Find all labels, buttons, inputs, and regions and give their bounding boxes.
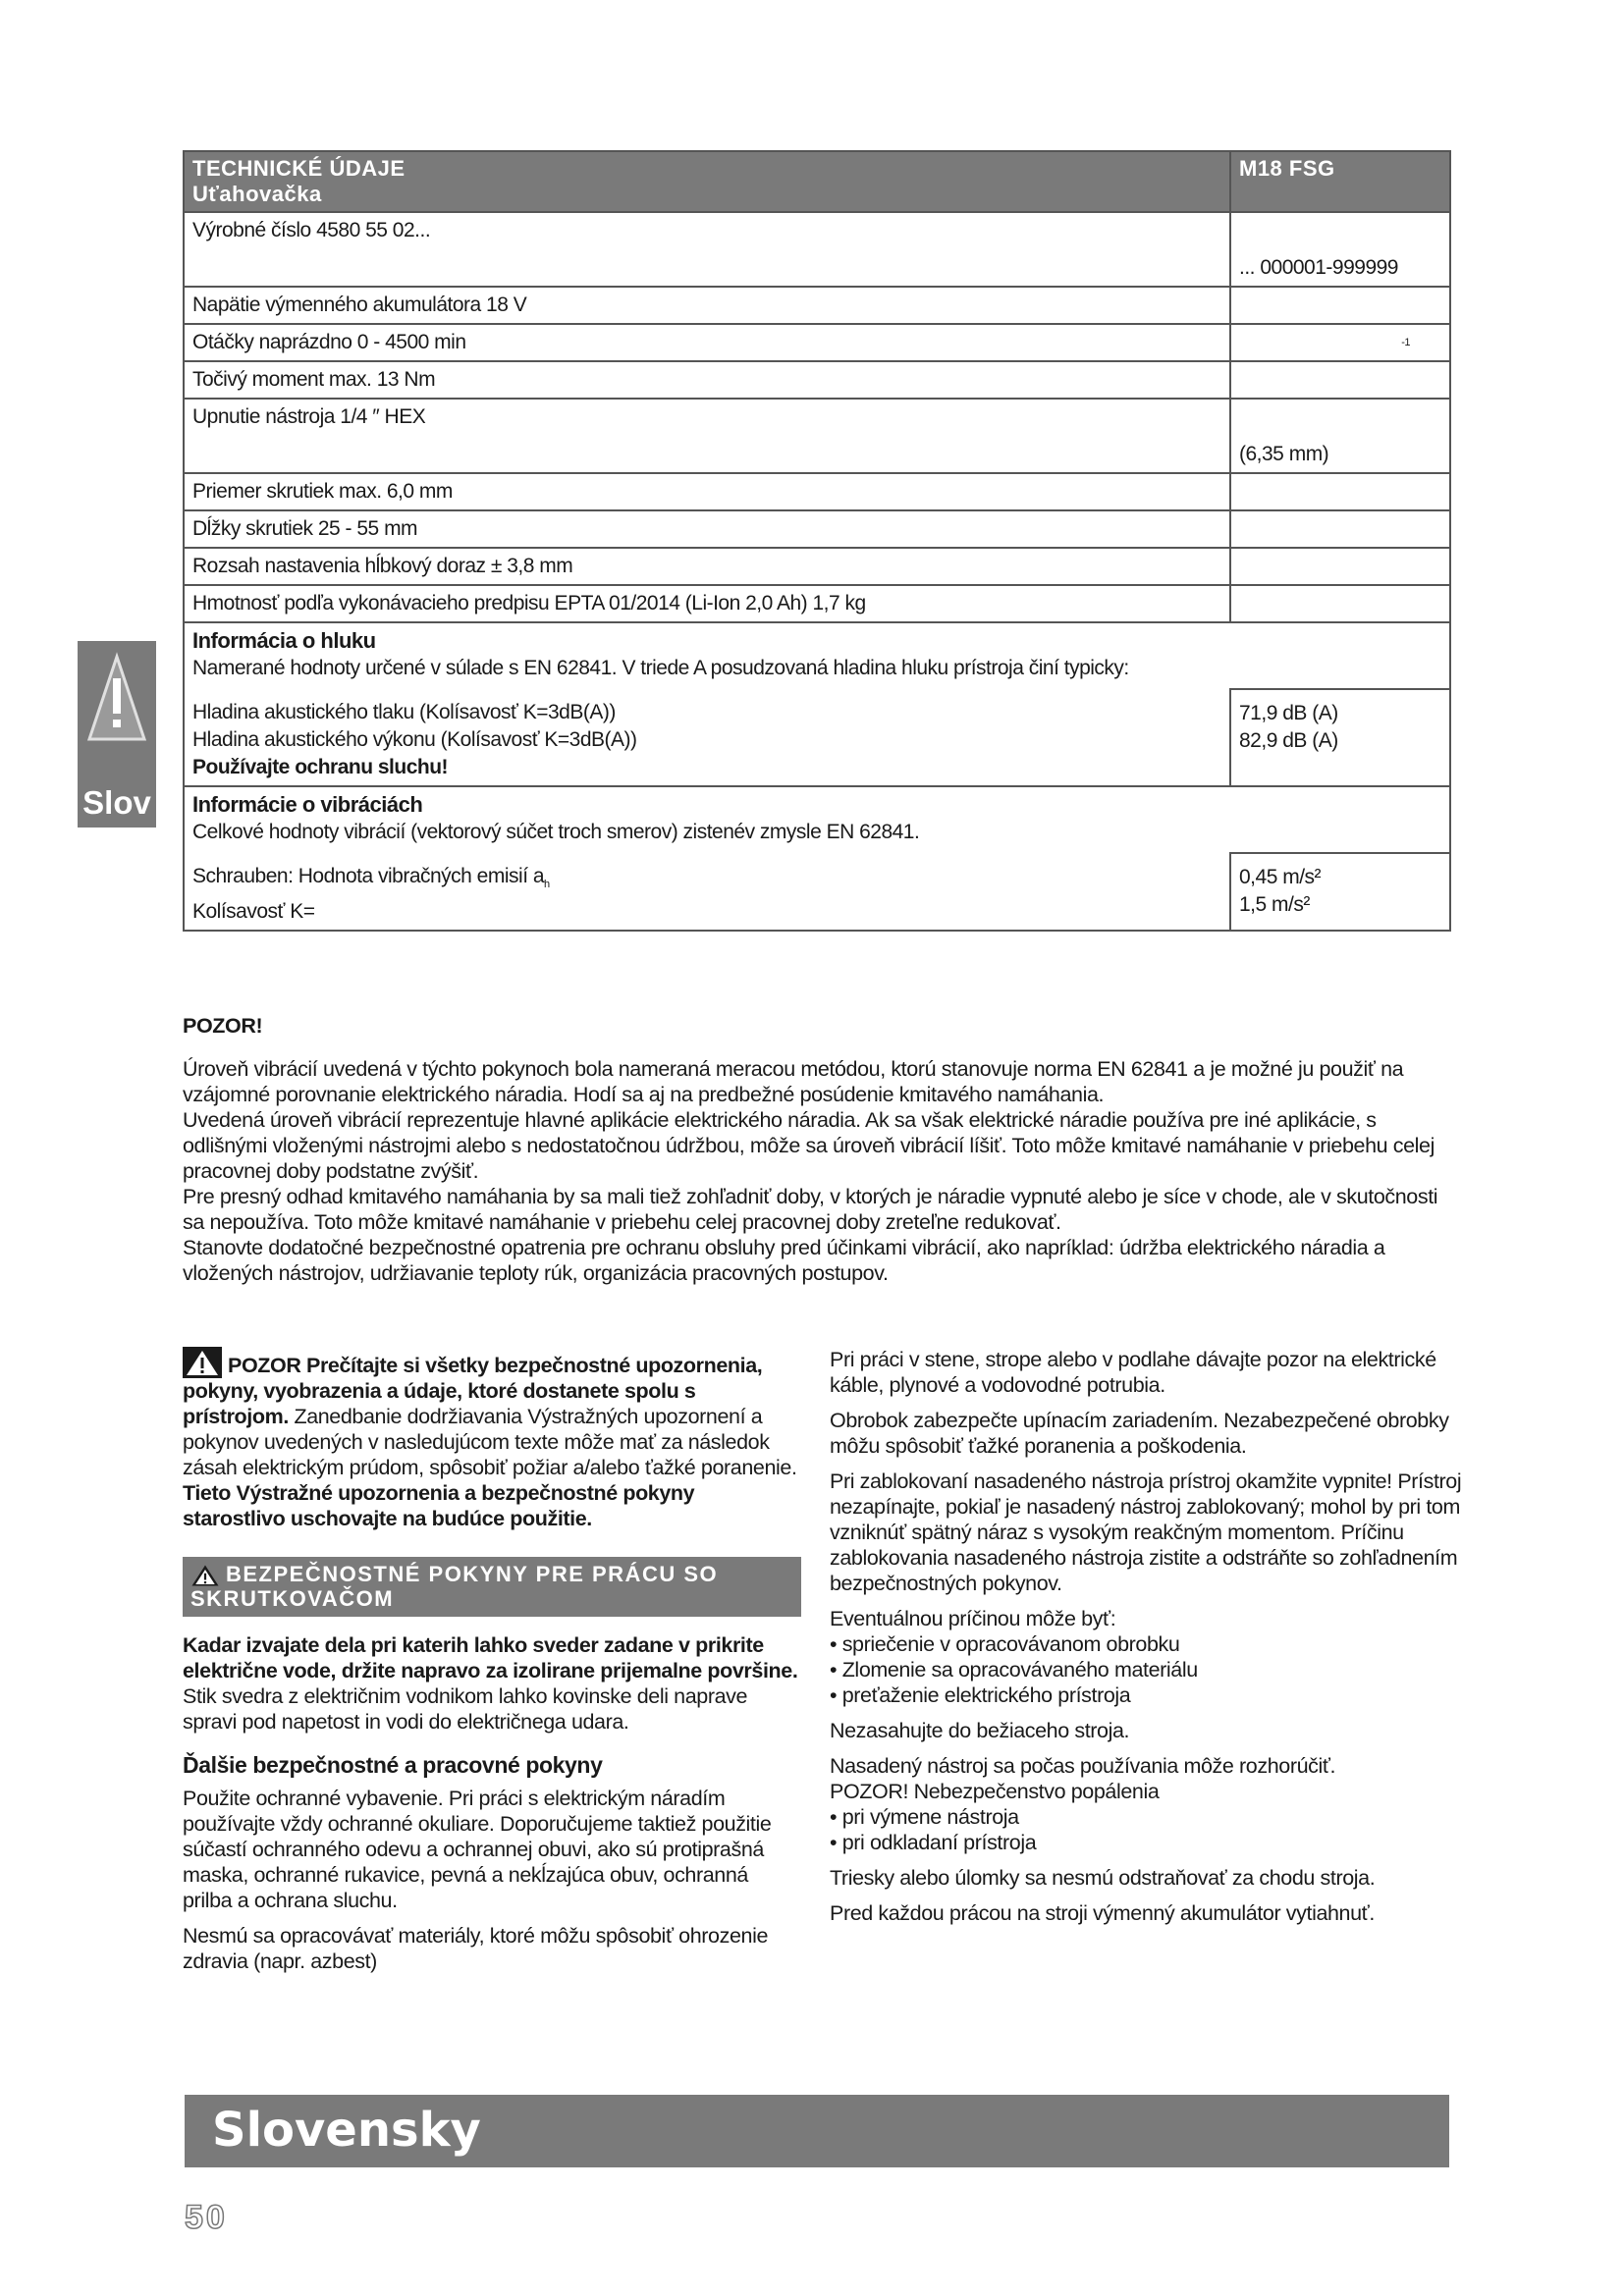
asbestos-paragraph: Nesmú sa opracovávať materiály, ktoré môžu spôsobiť ohrozenie zdravia (napr. azbest) — [183, 1924, 769, 1973]
row-label: Točivý moment max. 13 Nm — [184, 361, 1230, 399]
causes-title: Eventuálnou príčinou môže byť: — [830, 1607, 1116, 1630]
left-column — [183, 1347, 801, 1984]
sound-power-value: 82,9 dB (A) — [1239, 729, 1338, 752]
notice-paragraph: Úroveň vibrácií uvedená v týchto pokynoch bola nameraná meracou metódou, ktorú stanovuje norma EN 62841 a je možné ju použiť na vzájomné porovnanie elektrického náradia. Hodí sa aj na predbežné posúdenie kmitavého namáhania. — [183, 1057, 1404, 1106]
drill-hidden-wires-warning: Kadar izvajate dela pri katerih lahko sveder zadane v prikrite električne vode, držite napravo za izolirane prijemalne površine. Stik svedra z električnim vodnikom lahko kovinske deli naprave spravi pod napetost in vodi do električnega udara. — [183, 1633, 798, 1734]
warning-keep-text: Tieto Výstražné upozornenia a bezpečnostné pokyny starostlivo uschovajte na budúce použitie. — [183, 1481, 695, 1530]
notice-title: POZOR! — [183, 1014, 263, 1038]
model-name: M18 FSG — [1230, 151, 1450, 212]
language-footer-bar — [185, 2095, 1449, 2167]
row-label: Dĺžky skrutiek 25 - 55 mm — [184, 510, 1230, 548]
section-heading-text: BEZPEČNOSTNÉ POKYNY PRE PRÁCU SO SKRUTKOVAČOM — [190, 1562, 719, 1611]
paragraph: Pri zablokovaní nasadeného nástroja prístroj okamžite vypnite! Prístroj nezapínajte, pokiaľ je nasadený nástroj zablokovaný; mohol by pri tom vzniknúť spätný náraz s vysokým reakčným momentom. Príčinu zablokovania nasadeného nástroja zistite a odstráňte so zohľadnením bezpečnostných pokynov. — [830, 1469, 1462, 1595]
table-row — [184, 324, 1450, 361]
language-side-tab — [78, 641, 156, 828]
table-header-row — [184, 151, 1450, 212]
noise-values — [184, 689, 1450, 786]
row-value — [1230, 287, 1450, 324]
vibration-uncertainty-label: Kolísavosť K= — [192, 900, 315, 924]
warning-icon — [183, 1347, 222, 1378]
sub-heading: Ďalšie bezpečnostné a pracovné pokyny — [183, 1752, 603, 1778]
row-label: Napätie výmenného akumulátora 18 V — [184, 287, 1230, 324]
row-label: Otáčky naprázdno 0 - 4500 min — [184, 324, 1230, 361]
vibration-uncertainty-value: 1,5 m/s² — [1239, 893, 1310, 916]
notice-paragraph: Stanovte dodatočné bezpečnostné opatrenia pre ochranu obsluhy pred účinkami vibrácií, ako napríklad: údržba elektrického náradia a vložených nástrojov, udržiavanie teploty rúk, organizácia pracovných postupov. — [183, 1236, 1385, 1285]
vibration-notice — [183, 1013, 1459, 1286]
vibration-title: Informácie o vibráciách — [192, 792, 423, 817]
warning-triangle-icon — [83, 649, 150, 757]
row-value — [1230, 585, 1450, 622]
table-row — [184, 585, 1450, 622]
technical-data-table — [183, 150, 1451, 932]
warning-text: Zanedbanie dodržiavania Výstražných upozornení a pokynov uvedených v nasledujúcom texte môže mať za následok zásah elektrickým prúdom, spôsobiť požiar a/alebo ťažké poranenie. — [183, 1405, 797, 1479]
vibration-emission-value: 0,45 m/s² — [1239, 866, 1322, 888]
section-heading-bar — [183, 1557, 801, 1617]
paragraph: Nezasahujte do bežiaceho stroja. — [830, 1719, 1130, 1742]
noise-intro: Namerané hodnoty určené v súlade s EN 62841. V triede A posudzovaná hladina hluku prístroja činí typicky: — [192, 657, 1129, 679]
notice-paragraph: Uvedená úroveň vibrácií reprezentuje hlavné aplikácie elektrického náradia. Ak sa však elektrické náradie používa pre iné aplikácie, s odlišnými vloženými nástrojmi alebo s nedostatočnou údržbou, môže sa úroveň vibrácií líšiť. Toto môže kmitavé namáhanie v priebehu celej pracovnej doby podstatne zvýšiť. — [183, 1108, 1435, 1183]
row-label: Výrobné číslo 4580 55 02... — [184, 212, 1230, 287]
burn-item: • pri výmene nástroja — [830, 1805, 1019, 1829]
vibration-emission-label: Schrauben: Hodnota vibračných emisií $a_h$ — [192, 865, 550, 891]
right-column — [830, 1347, 1468, 1936]
paragraph: Triesky alebo úlomky sa nesmú odstraňovať za chodu stroja. — [830, 1866, 1376, 1890]
general-warning — [183, 1347, 801, 1531]
table-row — [184, 473, 1450, 510]
row-label: Hmotnosť podľa vykonávacieho predpisu EPTA 01/2014 (Li-Ion 2,0 Ah) 1,7 kg — [184, 585, 1230, 622]
sound-pressure-value: 71,9 dB (A) — [1239, 702, 1338, 724]
list-item: • spriečenie v opracovávanom obrobku — [830, 1631, 1468, 1657]
hearing-protection-note: Používajte ochranu sluchu! — [192, 756, 449, 778]
table-header-title — [184, 151, 1230, 212]
table-row — [184, 548, 1450, 585]
warning-bold-text: POZOR Prečítajte si všetky bezpečnostné upozornenia, pokyny, vyobrazenia a údaje, ktoré dostanete spolu s prístrojom. — [183, 1354, 763, 1428]
row-value — [1230, 510, 1450, 548]
table-row — [184, 287, 1450, 324]
row-value — [1230, 473, 1450, 510]
side-tab-label: Slov — [82, 784, 151, 821]
table-row — [184, 361, 1450, 399]
header-line2: Uťahovačka — [192, 182, 322, 206]
paragraph: Nasadený nástroj sa počas používania môže rozhorúčiť. — [830, 1754, 1336, 1778]
row-label: Rozsah nastavenia hĺbkový doraz ± 3,8 mm — [184, 548, 1230, 585]
paragraph: Pred každou prácou na stroji výmenný akumulátor vytiahnuť. — [830, 1901, 1375, 1925]
list-item: • preťaženie elektrického prístroja — [830, 1682, 1468, 1708]
burn-warning: POZOR! Nebezpečenstvo popálenia — [830, 1780, 1160, 1803]
vibration-intro: Celkové hodnoty vibrácií (vektorový súčet troch smerov) zistenév zmysle EN 62841. — [192, 821, 920, 843]
header-line1: TECHNICKÉ ÚDAJE — [192, 156, 406, 181]
vibration-values — [184, 853, 1450, 931]
row-label: Upnutie nástroja 1/4 ″ HEX — [184, 399, 1230, 473]
row-value: ... 000001-999999 — [1230, 212, 1450, 287]
vibration-section — [184, 786, 1450, 853]
row-label: Priemer skrutiek max. 6,0 mm — [184, 473, 1230, 510]
warning-icon — [190, 1564, 220, 1587]
causes-list — [830, 1631, 1468, 1708]
row-value: (6,35 mm) — [1230, 399, 1450, 473]
noise-section — [184, 622, 1450, 689]
sound-power-label: Hladina akustického výkonu (Kolísavosť K=3dB(A)) — [192, 728, 637, 751]
row-value — [1230, 361, 1450, 399]
ppe-paragraph: Použite ochranné vybavenie. Pri práci s elektrickým náradím používajte vždy ochranné okuliare. Doporučujeme taktiež použitie súčastí ochranného odevu a ochrannej obuvi, ako sú protiprašná maska, ochranné rukavice, pevná a nekĺzajúca obuv, ochranná prilba a ochrana sluchu. — [183, 1787, 772, 1912]
row-value — [1230, 548, 1450, 585]
list-item: • Zlomenie sa opracovávaného materiálu — [830, 1657, 1468, 1682]
table-row — [184, 510, 1450, 548]
row-value-superscript: -1 — [1230, 324, 1450, 361]
paragraph: Pri práci v stene, strope alebo v podlahe dávajte pozor na elektrické káble, plynové a vodovodné potrubia. — [830, 1348, 1436, 1397]
noise-title: Informácia o hluku — [192, 628, 376, 653]
page-number: 50 — [185, 2199, 228, 2236]
footer-language: Slovensky — [212, 2103, 481, 2158]
paragraph: Obrobok zabezpečte upínacím zariadením. Nezabezpečené obrobky môžu spôsobiť ťažké poranenia a poškodenia. — [830, 1409, 1449, 1458]
table-row — [184, 212, 1450, 287]
table-row — [184, 399, 1450, 473]
notice-paragraph: Pre presný odhad kmitavého namáhania by sa mali tiež zohľadniť doby, v ktorých je náradie vypnuté alebo je síce v chode, ale v skutočnosti sa nepoužíva. Toto môže kmitavé namáhanie v priebehu celej pracovnej doby zreteľne redukovať. — [183, 1185, 1438, 1234]
sound-pressure-label: Hladina akustického tlaku (Kolísavosť K=3dB(A)) — [192, 701, 616, 723]
burn-item: • pri odkladaní prístroja — [830, 1831, 1037, 1854]
